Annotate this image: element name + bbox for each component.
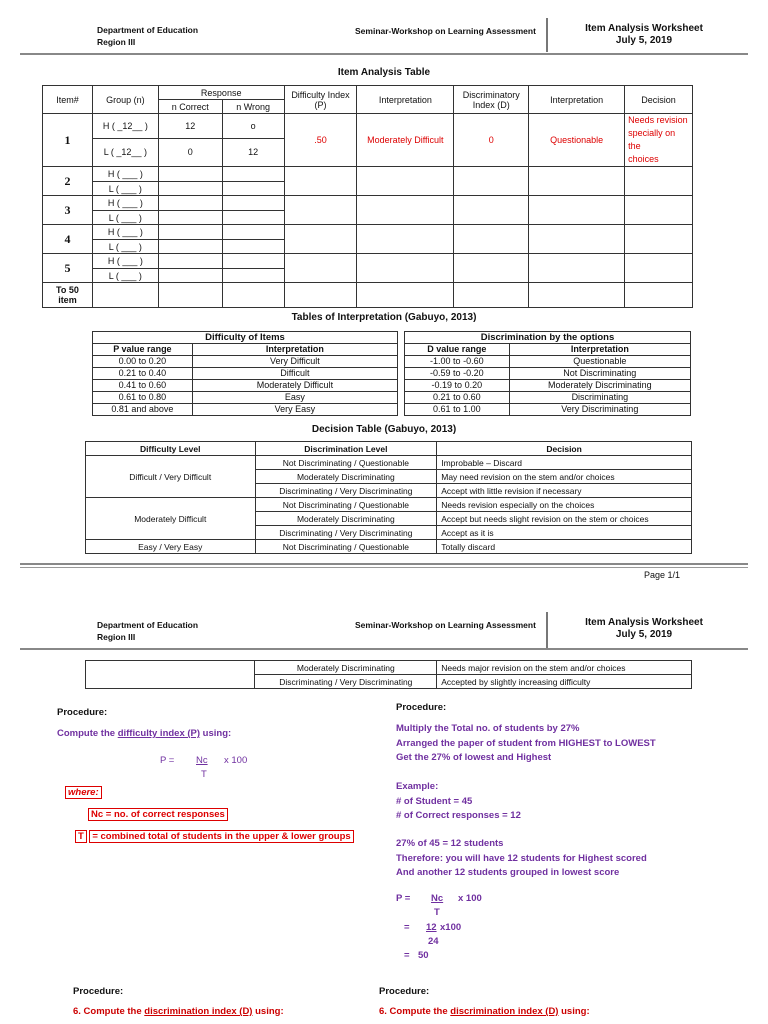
table-row: Discriminating / Very Discriminating Accept as it is <box>86 526 692 540</box>
header-divider-2 <box>546 612 548 648</box>
difficulty-instruction: Compute the difficulty index (P) using: <box>57 728 232 739</box>
th-decision: Decision <box>625 86 693 114</box>
group-l: L ( ___ ) <box>92 240 158 254</box>
group-l: L ( ___ ) <box>92 269 158 283</box>
p-interpretation: Moderately Difficult <box>357 114 454 167</box>
th-interpretation-2: Interpretation <box>529 86 625 114</box>
cell: 12 <box>158 114 222 139</box>
table-row: 0.41 to 0.60 Moderately Difficult <box>93 380 398 392</box>
where-label: where: <box>65 786 102 799</box>
table-row: 0.61 to 0.80 Easy <box>93 392 398 404</box>
procedure-heading-left: Procedure: <box>57 707 108 718</box>
p-formula-right: P = Nc T x 100 = 12 x100 24 = 50 <box>396 893 482 961</box>
group-l: L ( _12__ ) <box>92 138 158 166</box>
th-item: Item# <box>43 86 93 114</box>
th-disc-index: Discriminatory Index (D) <box>454 86 529 114</box>
th-group: Group (n) <box>92 86 158 114</box>
cell: 12 <box>222 138 284 166</box>
group-l: L ( ___ ) <box>92 211 158 225</box>
table-row: Moderately Discriminating May need revision on the stem and/or choices <box>86 470 692 484</box>
header-rule-2 <box>20 648 748 650</box>
group-l: L ( ___ ) <box>92 182 158 196</box>
group-h: H ( ___ ) <box>92 167 158 182</box>
decision-table-cont <box>85 660 692 689</box>
th-p-range: P value range <box>93 344 193 356</box>
table-row: Discriminating / Very Discriminating Accepted by slightly increasing difficulty <box>86 675 692 689</box>
header-dept-2: Department of Education Region III <box>97 620 199 642</box>
header-seminar-2: Seminar-Workshop on Learning Assessment <box>355 620 536 630</box>
discrimination-instruction-right: 6. Compute the discrimination index (D) using: <box>379 1006 590 1017</box>
difficulty-table <box>92 331 398 416</box>
d-value: 0 <box>454 114 529 167</box>
th-p-interp: Interpretation <box>192 344 397 356</box>
item-num: 3 <box>43 196 93 225</box>
header-dept: Department of Education Region III <box>97 25 199 47</box>
procedure-heading-right: Procedure: <box>396 702 447 713</box>
th-difficulty-level: Difficulty Level <box>86 442 256 456</box>
group-h: H ( ___ ) <box>92 254 158 269</box>
decision-table <box>85 441 692 554</box>
table-row: -1.00 to -0.60 Questionable <box>405 356 691 368</box>
th-d-interp: Interpretation <box>509 344 690 356</box>
th-discrimination-level: Discrimination Level <box>255 442 437 456</box>
table-row: 0.81 and above Very Easy <box>93 404 398 416</box>
page-break-rule <box>20 563 748 565</box>
table-row: -0.59 to -0.20 Not Discriminating <box>405 368 691 380</box>
item-num: 4 <box>43 225 93 254</box>
th-difficulty-index: Difficulty Index (P) <box>284 86 357 114</box>
table-row: 0.21 to 0.60 Discriminating <box>405 392 691 404</box>
difficulty-title: Difficulty of Items <box>93 332 398 344</box>
page-break-rule-2 <box>20 567 748 568</box>
calculation-block: 27% of 45 = 12 students Therefore: you will have 12 students for Highest scored And another 12 students grouped in lowest score <box>396 838 647 878</box>
th-n-correct: n Correct <box>158 100 222 114</box>
table-row: Moderately Discriminating Needs major revision on the stem and/or choices <box>86 661 692 675</box>
table-row: Easy / Very Easy Not Discriminating / Questionable Totally discard <box>86 540 692 554</box>
group-h: H ( ___ ) <box>92 196 158 211</box>
item-last: To 50 item <box>43 283 93 308</box>
item-num: 1 <box>43 114 93 167</box>
table-row: 0.61 to 1.00 Very Discriminating <box>405 404 691 416</box>
table-row: Discriminating / Very Discriminating Accept with little revision if necessary <box>86 484 692 498</box>
page-number: Page 1/1 <box>643 570 680 580</box>
procedure-heading-bottom-right: Procedure: <box>379 986 430 997</box>
t-definition: T = combined total of students in the upper & lower groups <box>75 831 354 842</box>
th-decision: Decision <box>437 442 692 456</box>
nc-definition: Nc = no. of correct responses <box>88 808 228 821</box>
group-h: H ( _12__ ) <box>92 114 158 139</box>
header-title-2: Item Analysis Worksheet July 5, 2019 <box>585 617 703 640</box>
decision-cell: Needs revision specially on the choices <box>625 114 693 167</box>
table-row: Difficult / Very Difficult Not Discriminating / Questionable Improbable – Discard <box>86 456 692 470</box>
decision-caption: Decision Table (Gabuyo, 2013) <box>311 424 457 435</box>
procedure-heading-bottom-left: Procedure: <box>73 986 124 997</box>
th-n-wrong: n Wrong <box>222 100 284 114</box>
discrimination-table <box>404 331 691 416</box>
discrimination-title: Discrimination by the options <box>405 332 691 344</box>
procedure-steps: Multiply the Total no. of students by 27% Arranged the paper of student from HIGHEST to LOWEST Get the 27% of lowest and Highest <box>396 723 656 763</box>
example-block: Example: # of Student = 45 # of Correct responses = 12 <box>396 781 521 821</box>
header-divider <box>546 18 548 52</box>
item-table-caption: Item Analysis Table <box>337 67 431 78</box>
cell: 0 <box>158 138 222 166</box>
discrimination-instruction-left: 6. Compute the discrimination index (D) using: <box>73 1006 284 1017</box>
th-interpretation: Interpretation <box>357 86 454 114</box>
difficulty-group: Easy / Very Easy <box>86 540 256 554</box>
table-row: Moderately Difficult Not Discriminating / Questionable Needs revision especially on the choices <box>86 498 692 512</box>
item-num: 2 <box>43 167 93 196</box>
interp-caption: Tables of Interpretation (Gabuyo, 2013) <box>291 312 477 323</box>
th-d-range: D value range <box>405 344 510 356</box>
header-rule <box>20 53 748 55</box>
d-interpretation: Questionable <box>529 114 625 167</box>
p-value: .50 <box>284 114 357 167</box>
table-row: 0.00 to 0.20 Very Difficult <box>93 356 398 368</box>
item-num: 5 <box>43 254 93 283</box>
th-response: Response <box>158 86 284 100</box>
item-analysis-table <box>42 85 693 308</box>
header-title: Item Analysis Worksheet July 5, 2019 <box>585 23 703 46</box>
group-h: H ( ___ ) <box>92 225 158 240</box>
header-seminar: Seminar-Workshop on Learning Assessment <box>355 26 536 36</box>
cell: o <box>222 114 284 139</box>
table-row: -0.19 to 0.20 Moderately Discriminating <box>405 380 691 392</box>
difficulty-group: Difficult / Very Difficult <box>86 456 256 498</box>
difficulty-group: Moderately Difficult <box>86 498 256 540</box>
table-row: 0.21 to 0.40 Difficult <box>93 368 398 380</box>
table-row: Moderately Discriminating Accept but needs slight revision on the stem or choices <box>86 512 692 526</box>
